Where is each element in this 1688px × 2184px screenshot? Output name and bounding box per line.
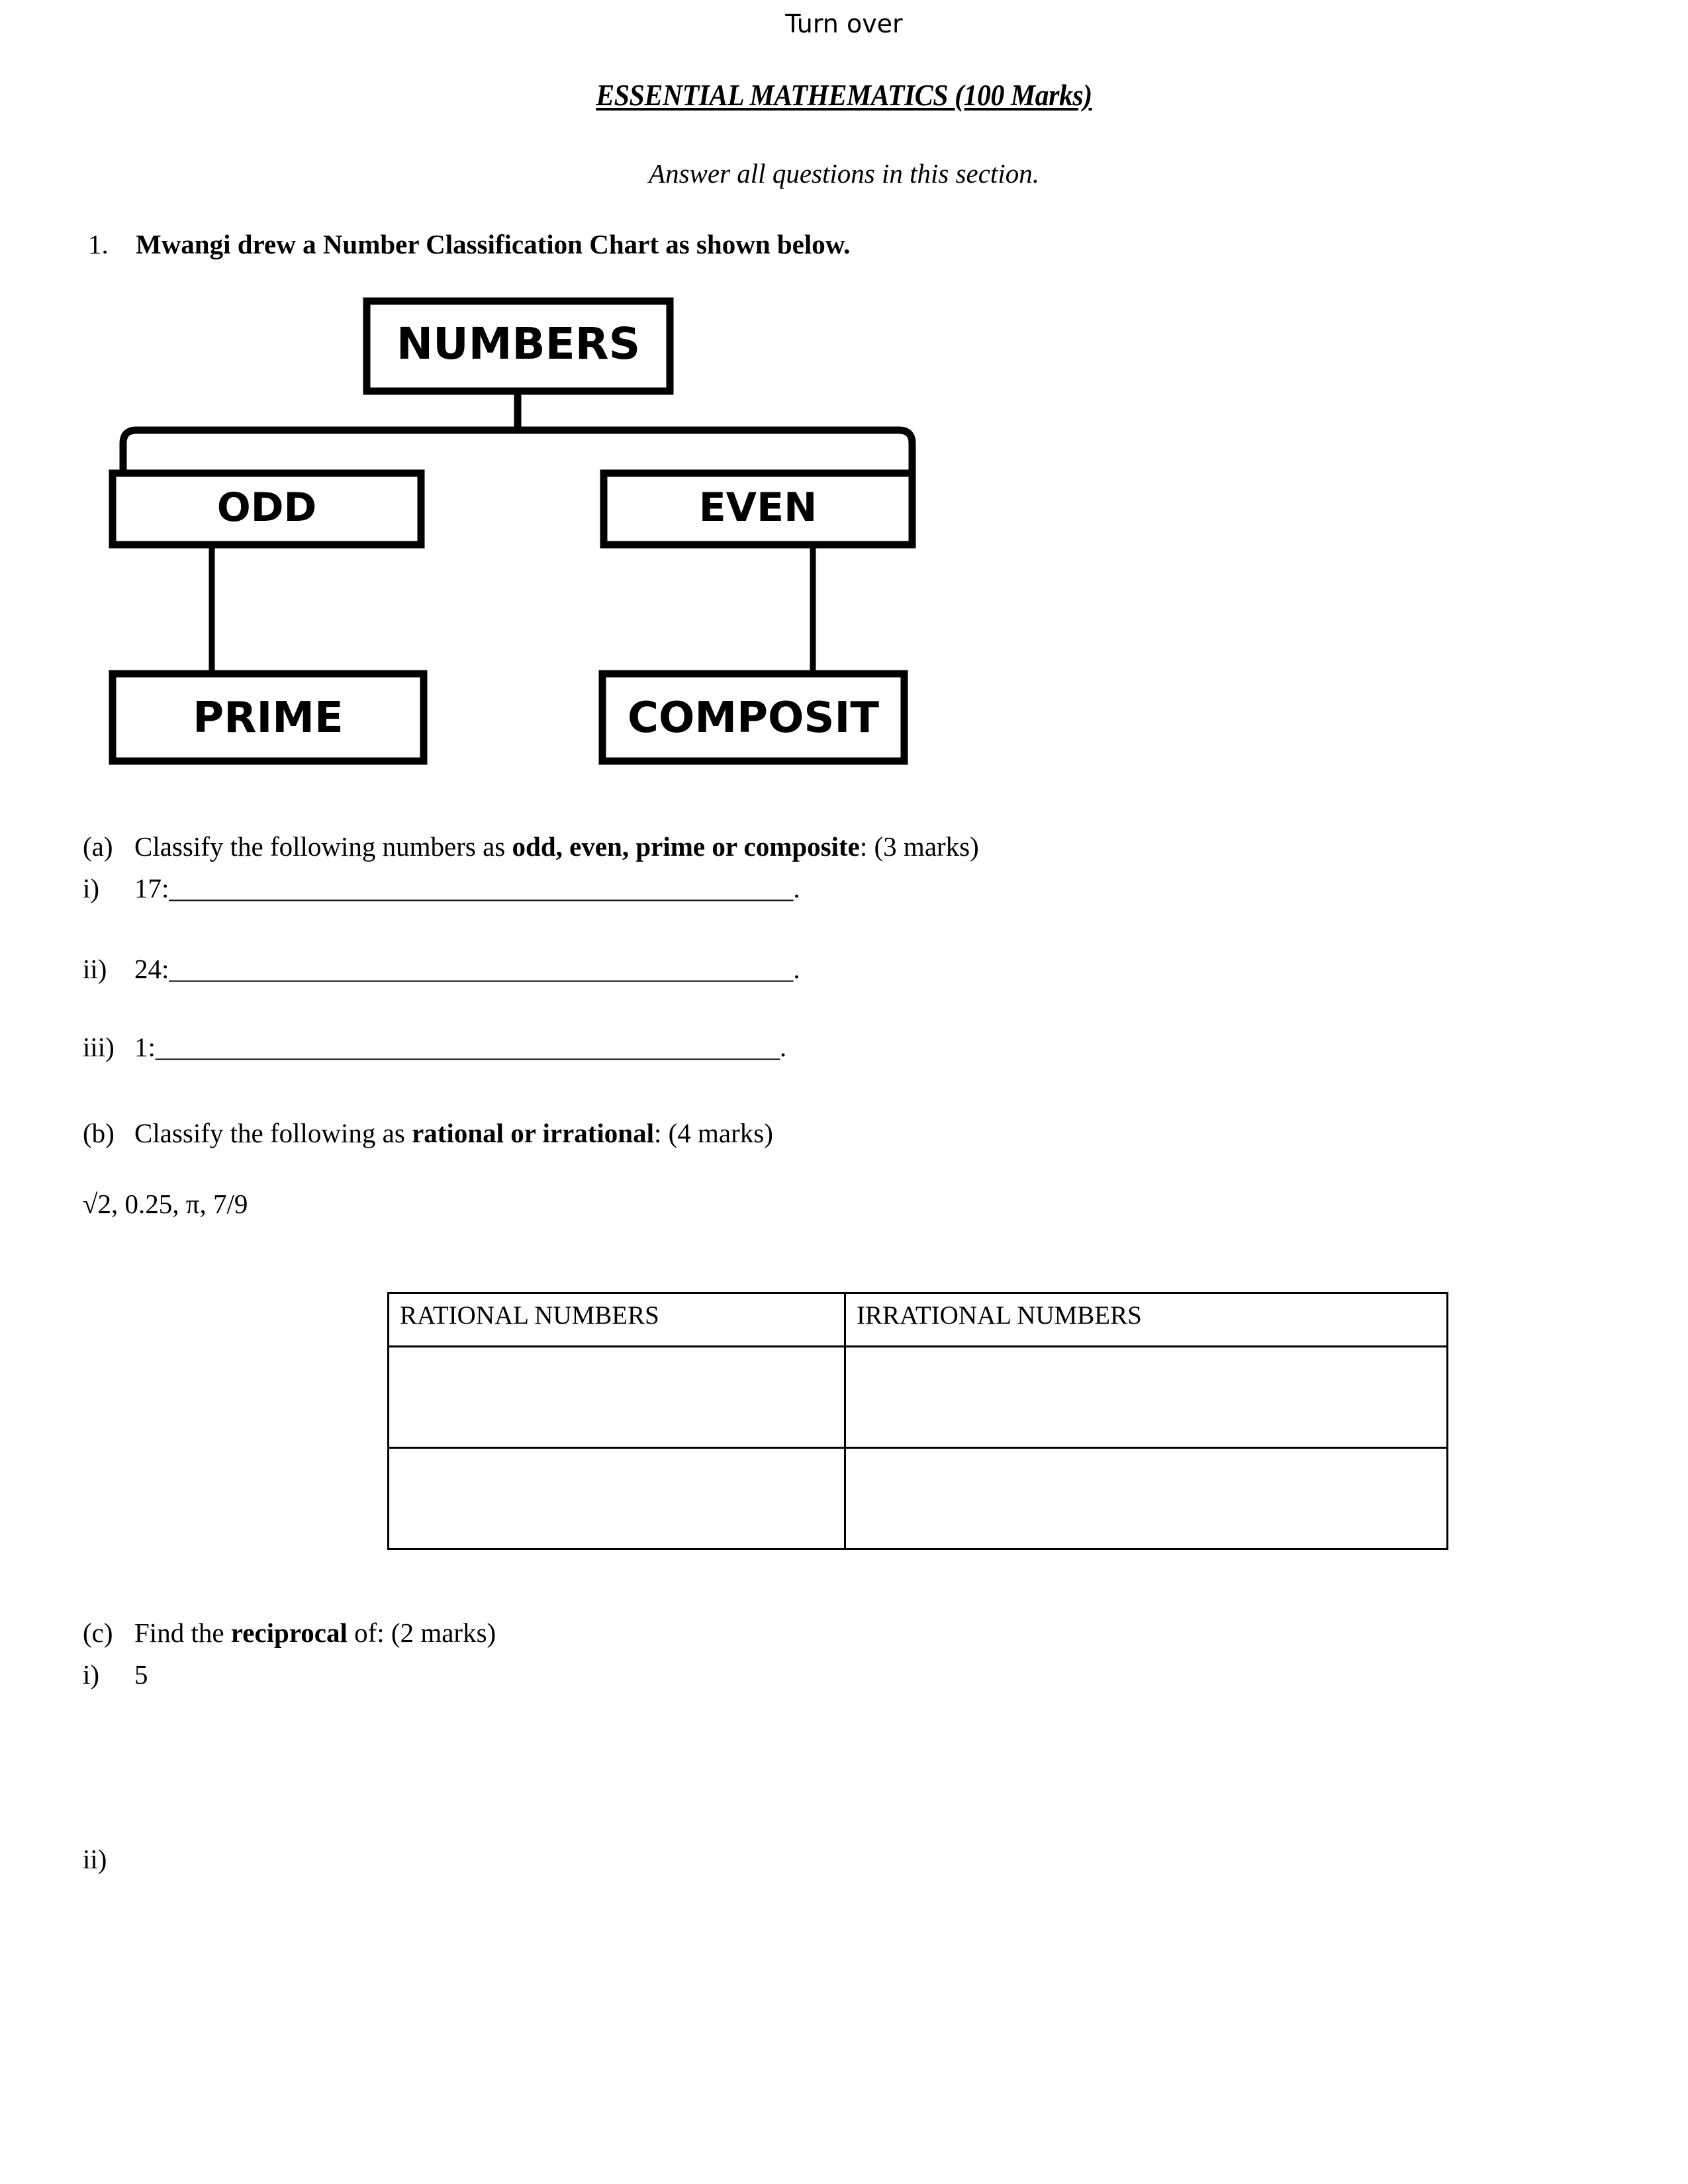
node-label-numbers: NUMBERS xyxy=(396,318,641,369)
part-a-text-post: : (3 marks) xyxy=(859,831,979,862)
part-b-text-bold: rational or irrational xyxy=(412,1118,654,1148)
answer-blank-i[interactable]: ______________________________________________ xyxy=(169,873,794,903)
item-label-iii: iii) xyxy=(83,1032,115,1062)
part-c-letter: (c) xyxy=(83,1617,113,1648)
question-stem-text: Mwangi drew a Number Classification Chart as shown below. xyxy=(136,229,851,259)
part-a-text-pre: Classify the following numbers as xyxy=(134,831,512,862)
node-label-even: EVEN xyxy=(698,484,818,531)
chart-svg xyxy=(86,285,960,774)
chart-node-even xyxy=(604,473,912,545)
item-label-c-ii: ii) xyxy=(83,1844,107,1874)
table-row xyxy=(389,1347,1448,1448)
part-a-item-ii xyxy=(83,953,800,985)
part-b-letter: (b) xyxy=(83,1118,115,1148)
table-row xyxy=(389,1448,1448,1549)
item-terminator-ii: . xyxy=(793,954,800,984)
question-1-stem xyxy=(88,228,850,260)
table-header-rational: RATIONAL NUMBERS xyxy=(389,1293,845,1347)
part-a-letter: (a) xyxy=(83,831,113,862)
part-c-heading xyxy=(83,1617,496,1649)
table-cell-rational-2[interactable] xyxy=(389,1448,845,1549)
section-instruction: Answer all questions in this section. xyxy=(649,158,1039,189)
part-c-text-pre: Find the xyxy=(134,1617,231,1648)
item-terminator-i: . xyxy=(793,873,800,903)
part-b-values: √2, 0.25, π, 7/9 xyxy=(83,1189,248,1219)
item-terminator-iii: . xyxy=(779,1032,787,1062)
item-label-ii: ii) xyxy=(83,954,107,984)
turn-over-label: Turn over xyxy=(785,9,903,38)
chart-node-odd xyxy=(113,473,421,545)
part-b-heading xyxy=(83,1117,773,1149)
node-label-composit: COMPOSIT xyxy=(628,694,879,743)
chart-node-composit xyxy=(602,674,904,761)
table-header-irrational: IRRATIONAL NUMBERS xyxy=(845,1293,1448,1347)
part-a-item-iii xyxy=(83,1031,786,1063)
table-cell-irrational-1[interactable] xyxy=(845,1347,1448,1448)
part-b-text-pre: Classify the following as xyxy=(134,1118,412,1148)
number-classification-chart xyxy=(86,285,960,774)
part-c-text-bold: reciprocal xyxy=(230,1617,348,1648)
part-a-text-bold: odd, even, prime or composite xyxy=(512,831,860,862)
answer-blank-ii[interactable]: ______________________________________________ xyxy=(169,954,794,984)
answer-blank-iii[interactable]: ______________________________________________ xyxy=(155,1032,780,1062)
item-prompt-ii: 24: xyxy=(134,954,169,984)
table-cell-irrational-2[interactable] xyxy=(845,1448,1448,1549)
table-header-row xyxy=(389,1293,1448,1347)
connector-numbers-to-children xyxy=(123,390,912,477)
item-label-c-i: i) xyxy=(83,1659,100,1690)
part-a-item-i xyxy=(83,872,800,904)
part-a-heading xyxy=(83,831,979,862)
rational-irrational-table xyxy=(387,1292,1448,1550)
question-number: 1. xyxy=(88,229,109,259)
node-label-odd: ODD xyxy=(216,484,317,531)
chart-node-prime xyxy=(113,674,424,761)
part-c-text-post: of: (2 marks) xyxy=(347,1617,496,1648)
part-b-text-post: : (4 marks) xyxy=(654,1118,773,1148)
table-cell-rational-1[interactable] xyxy=(389,1347,845,1448)
part-c-item-i xyxy=(83,1659,148,1690)
node-label-prime: PRIME xyxy=(193,694,344,743)
chart-node-numbers xyxy=(367,301,670,391)
paper-title: ESSENTIAL MATHEMATICS (100 Marks) xyxy=(596,79,1092,112)
item-label-i: i) xyxy=(83,873,100,903)
item-prompt-i: 17: xyxy=(134,873,169,903)
item-prompt-iii: 1: xyxy=(134,1032,156,1062)
part-c-item-ii xyxy=(83,1843,134,1875)
item-value-c-i: 5 xyxy=(134,1659,148,1690)
